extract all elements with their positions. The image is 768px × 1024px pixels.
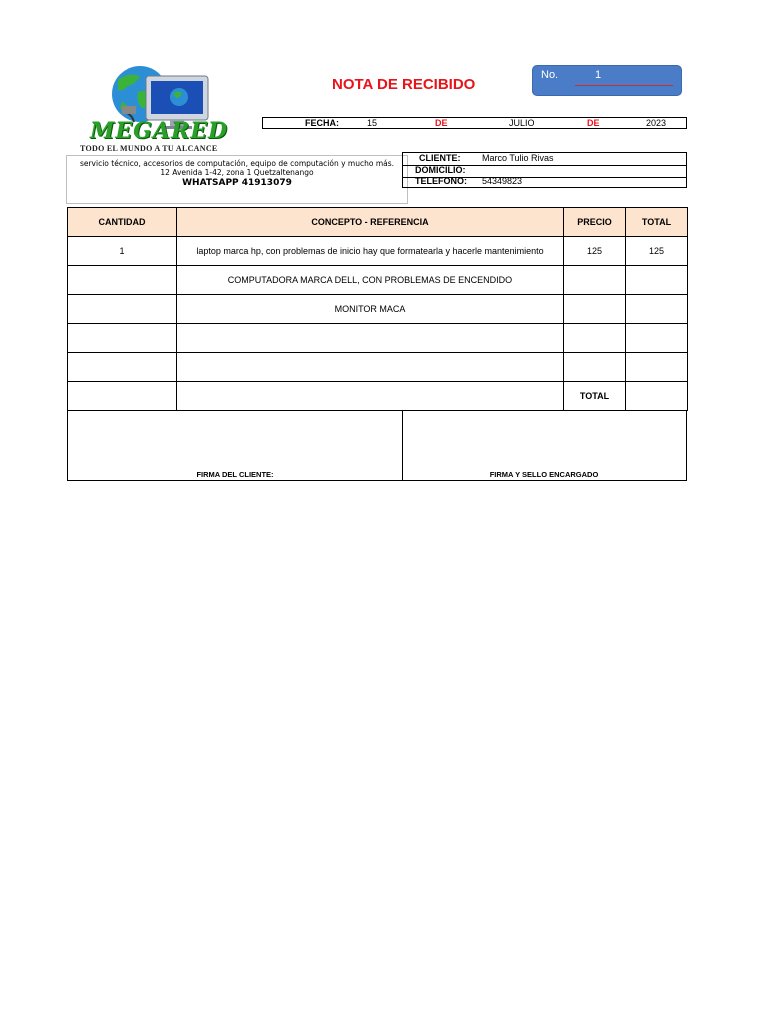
table-row [68,266,688,295]
date-row [262,117,687,129]
cell-concepto: laptop marca hp, con problemas de inicio hay que formatearla y hacerle mantenimiento [177,237,564,266]
header-cantidad: CANTIDAD [68,208,177,237]
cell-cantidad: 1 [68,237,177,266]
cell-total: 125 [626,237,688,266]
cell-cantidad [68,353,177,382]
cell-precio [564,295,626,324]
company-address: 12 Avenida 1-42, zona 1 Quetzaltenango [160,168,314,177]
client-info-box [402,152,687,188]
address-label: DOMICILIO: [415,165,466,175]
receipt-number-value: 1 [595,69,602,81]
total-label: TOTAL [564,382,626,411]
cell-precio [564,353,626,382]
table-row [68,353,688,382]
document-title: NOTA DE RECIBIDO [332,76,476,93]
table-row [68,324,688,353]
manager-signature-label: FIRMA Y SELLO ENCARGADO [489,470,599,479]
cell-precio [564,324,626,353]
phone-value: 54349823 [482,176,523,186]
company-services: servicio técnico, accesorios de computación, equipo de computación y mucho más. [79,159,395,168]
date-year: 2023 [646,118,667,128]
table-row [68,295,688,324]
receipt-number-label: No. [541,69,559,81]
total-value [626,382,688,411]
table-header-row [68,208,688,237]
cell-concepto [177,353,564,382]
cell-total [626,324,688,353]
receipt-number-underline [575,85,673,86]
header-total: TOTAL [626,208,688,237]
client-value: Marco Tulio Rivas [482,153,554,163]
phone-label: TELEFONO: [415,176,467,186]
cell-total [626,353,688,382]
phone-row [403,176,686,188]
date-label: FECHA: [305,118,339,128]
date-de-2: DE [587,118,600,128]
receipt-number-box [532,65,682,96]
table-row [68,237,688,266]
client-signature-label: FIRMA DEL CLIENTE: [196,470,274,479]
signature-area [67,410,687,481]
cell-precio: 125 [564,237,626,266]
date-de-1: DE [435,118,448,128]
company-whatsapp: WHATSAPP 41913079 [182,178,292,188]
cell-cantidad [68,324,177,353]
client-label: CLIENTE: [419,153,461,163]
brand-slogan: TODO EL MUNDO A TU ALCANCE [80,144,218,153]
cell-precio [564,266,626,295]
date-day: 15 [367,118,378,128]
cell-cantidad [68,266,177,295]
cell-concepto: MONITOR MACA [177,295,564,324]
header-concepto: CONCEPTO - REFERENCIA [177,208,564,237]
company-info-box [66,155,408,204]
table-row [68,382,688,411]
cell-total [626,295,688,324]
date-month: JULIO [509,118,535,128]
cell-concepto: COMPUTADORA MARCA DELL, CON PROBLEMAS DE ENCENDIDO [177,266,564,295]
brand-name: MEGARED [90,118,229,144]
header-precio: PRECIO [564,208,626,237]
cell-concepto [177,324,564,353]
cell-concepto [177,382,564,411]
items-table [67,207,688,411]
cell-cantidad [68,382,177,411]
cell-total [626,266,688,295]
cell-cantidad [68,295,177,324]
